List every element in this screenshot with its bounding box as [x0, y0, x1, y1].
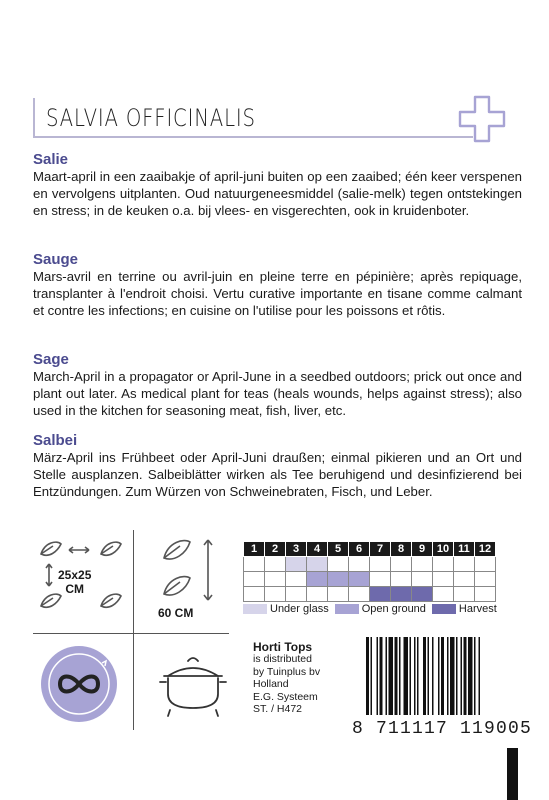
month-label: 6 [349, 542, 370, 557]
barcode-bar [399, 637, 401, 715]
month-label: 12 [475, 542, 496, 557]
cross-logo-icon [457, 94, 507, 144]
barcode-bar [377, 637, 379, 715]
barcode-bar [410, 637, 412, 715]
month-label: 11 [454, 542, 475, 557]
calendar-month-header [244, 542, 496, 557]
depth-label: 60 CM [158, 606, 194, 620]
month-label: 1 [244, 542, 265, 557]
barcode-bar [395, 637, 398, 715]
sowing-depth-icon [160, 536, 220, 606]
icon-divider-horizontal [33, 633, 229, 634]
description-title: Sauge [33, 251, 79, 268]
barcode-bar [371, 637, 373, 715]
month-label: 4 [307, 542, 328, 557]
spacing-unit: CM [65, 582, 85, 596]
barcode-bar [414, 637, 416, 715]
barcode-bar [461, 637, 463, 715]
distributor-line: Holland [253, 678, 289, 691]
description-title: Sage [33, 351, 69, 368]
month-label: 3 [286, 542, 307, 557]
legend-harvest: Harvest [432, 603, 497, 615]
brand-name: Horti Tops [253, 640, 313, 654]
barcode-bar [456, 637, 458, 715]
description-text: März-April ins Frühbeet oder April-Juni draußen; einmal pikieren und an Ort und Stelle ausplanzen. Salbeiblätter wirken als Tee beruhigend und desinfizierend bei Entzündungen. Zum Würzen von Schweinebraten, Fisch, und Leber. [33, 450, 522, 499]
spacing-label [58, 568, 91, 596]
barcode-bar [389, 637, 394, 715]
month-label: 2 [265, 542, 286, 557]
barcode-bar [404, 637, 409, 715]
description-title: Salbei [33, 432, 78, 449]
barcode-bar [441, 637, 444, 715]
distributor-line: by Tuinplus bv [253, 665, 321, 678]
open-ground-cell [349, 572, 370, 587]
calendar-row-under-glass [244, 557, 496, 572]
calendar-legend [243, 603, 497, 615]
barcode-image [366, 637, 516, 719]
barcode-bar [428, 637, 430, 715]
month-label: 9 [412, 542, 433, 557]
distributor-line: is distributed [253, 653, 312, 666]
edge-marker [507, 748, 518, 800]
distributor-line: E.G. Systeem [253, 690, 318, 703]
under-glass-cell [286, 557, 307, 572]
barcode-bar [386, 637, 388, 715]
barcode-bar [450, 637, 455, 715]
barcode-bar [432, 637, 434, 715]
harvest-cell [370, 587, 391, 602]
cooking-pot-icon [158, 648, 228, 718]
description-english [33, 352, 522, 419]
harvest-cell [391, 587, 412, 602]
open-ground-cell [328, 572, 349, 587]
month-label: 8 [391, 542, 412, 557]
spacing-value: 25x25 [58, 568, 92, 582]
latin-name: SALVIA OFFICINALIS [46, 104, 256, 132]
open-ground-cell [307, 572, 328, 587]
barcode-bar [366, 637, 369, 715]
description-text: Mars-avril en terrine ou avril-juin en pleine terre en pépinière; après repiquage, transplanter à l'endroit choisi. Vertu curative importante en tisane comme calmant et contre les infections; en cuisine on l'utilise pour les poissons et rôtis. [33, 269, 522, 318]
icon-divider-vertical [133, 530, 134, 730]
description-text: March-April in a propagator or April-June in a seedbed outdoors; prick out once and plant out later. As medical plant for teas (heals wounds, helps against stress); also used in the kitchen for seasoning meat, fish, liver, etc. [33, 369, 522, 418]
harvest-cell [412, 587, 433, 602]
barcode-bar [447, 637, 449, 715]
barcode-bar [423, 637, 426, 715]
distributor-line: ST. / H472 [253, 703, 303, 716]
sowing-calendar [243, 541, 496, 602]
description-german [33, 433, 522, 500]
barcode-bar [468, 637, 473, 715]
barcode-bar [479, 637, 481, 715]
description-french [33, 252, 522, 319]
barcode-bar [380, 637, 383, 715]
barcode-bar [417, 637, 419, 715]
barcode-bar [464, 637, 467, 715]
description-text: Maart-april in een zaaibakje of april-juni buiten op een zaaibed; één keer verspenen en vervolgens uitplanten. Oud natuurgeneesmiddel (salie-melk) tegen ontstekingen en stress; in de keuken o.a. bij vlees- en visgerechten, ook in kruidenboter. [33, 169, 522, 218]
month-label: 5 [328, 542, 349, 557]
legend-under-glass: Under glass [243, 603, 329, 615]
barcode-number: 8 711117 119005 [352, 719, 533, 739]
distributor-info [253, 641, 320, 715]
calendar-row-open-ground [244, 572, 496, 587]
under-glass-cell [307, 557, 328, 572]
month-label: 10 [433, 542, 454, 557]
month-label: 7 [370, 542, 391, 557]
perennial-icon [38, 643, 120, 725]
barcode-bar [438, 637, 440, 715]
description-title: Salie [33, 151, 69, 168]
barcode-bar [474, 637, 476, 715]
description-dutch [33, 152, 522, 219]
calendar-row-harvest [244, 587, 496, 602]
legend-open-ground: Open ground [335, 603, 426, 615]
